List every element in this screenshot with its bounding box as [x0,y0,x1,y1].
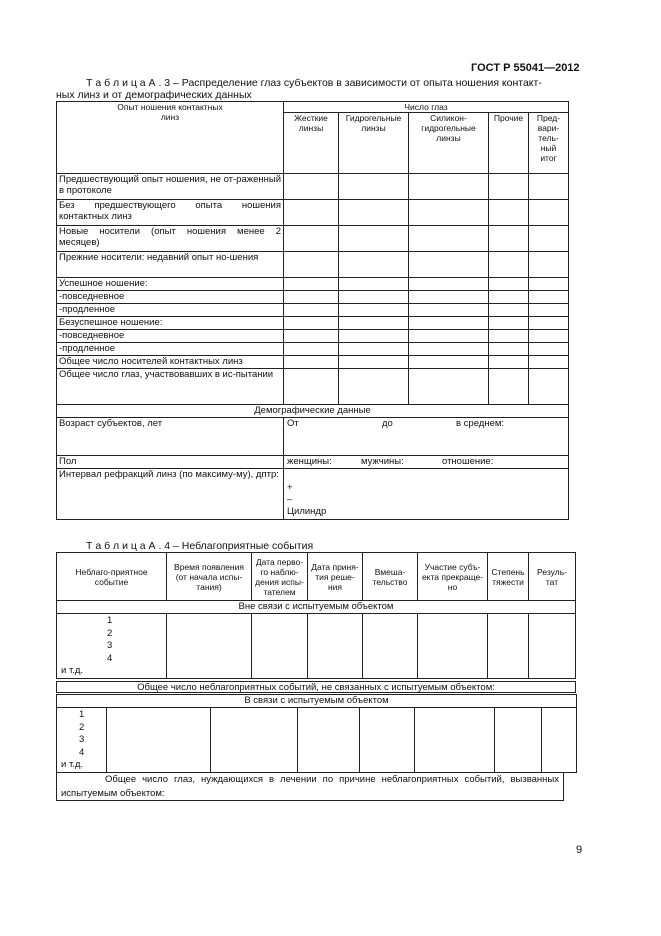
table-row [57,291,569,304]
related-header: В связи с испытуемым объектом [57,695,577,708]
list-item: 1 [79,709,85,720]
col-head-result: Резуль-тат [529,553,576,601]
sex-label: Пол [57,456,284,469]
table-row [57,356,569,369]
sex-men: мужчины: [361,456,404,467]
col-head-severity: Степень тяжести [488,553,529,601]
col-head-participation: Участие субъ-екта прекраще-но [418,553,488,601]
list-item: 4 [107,652,113,664]
table-row [57,369,569,405]
table-row [57,174,569,200]
table-a3 [56,101,569,520]
refraction-cell [284,469,569,520]
refraction-label: Интервал рефракций линз (по максиму-му), дптр: [57,469,284,520]
table4-caption: Т а б л и ц а А . 4 – Неблагоприятные события [86,540,314,552]
age-cell [284,418,569,456]
row-label: Безуспешное ношение: [57,317,284,330]
row-label: Новые носители (опыт ношения менее 2 месяцев) [57,226,284,252]
col-head-hydrogel: Гидрогельные линзы [339,113,409,174]
row-label: Без предшествующего опыта ношения контактных линз [57,200,284,226]
list-item: 4 [79,746,85,758]
unrelated-total: Общее число неблагоприятных событий, не связанных с испытуемым объектом: [56,681,576,693]
row-label: Предшествующий опыт ношения, не от-раженный в протоколе [57,174,284,200]
related-total: Общее число глаз, нуждающихся в лечении по причине неблагоприятных событий, вызванных испытуемым объектом: [56,772,564,801]
table-row [57,304,569,317]
col-head-decision-date: Дата приня-тия реше-ния [308,553,363,601]
col-head-intervention: Вмеша-тельство [363,553,418,601]
row-label: -повседневное [57,330,284,343]
table-row [57,278,569,291]
row-label: -повседневное [57,291,284,304]
row-label: Общее число носителей контактных линз [57,356,284,369]
list-item: и т.д. [61,665,84,676]
demographics-header: Демографические данные [57,405,569,418]
list-item: 2 [107,627,113,639]
unrelated-header: Вне связи с испытуемым объектом [57,601,576,614]
row-label: -продленное [57,343,284,356]
sex-ratio: отношение: [442,456,494,467]
table-row [57,614,576,679]
col-head-other: Прочие [489,113,529,174]
related-event-list [57,708,107,773]
row-label: -продленное [57,304,284,317]
table-a4 [56,552,576,679]
list-item: 1 [107,615,113,626]
table3-caption-line2: ных линз и от демографических данных [56,89,252,101]
sex-women: женщины: [287,456,332,467]
unrelated-event-list [57,614,167,679]
row-label: Успешное ношение: [57,278,284,291]
document-code: ГОСТ Р 55041—2012 [471,62,580,74]
age-from: От [287,418,299,429]
page-number: 9 [576,844,583,856]
row-label: Прежние носители: недавний опыт но-шения [57,252,284,278]
refraction-plus: + [287,482,293,493]
table-row [57,226,569,252]
table-row [57,200,569,226]
sex-cell [284,456,569,469]
table-a4-related [56,694,577,773]
refraction-minus: – [287,494,293,505]
table-row [57,252,569,278]
col-head-experience: Опыт ношения контактных линз [57,102,284,174]
list-item: 3 [79,734,85,745]
table3-caption-line1: Т а б л и ц а А . 3 – Распределение глаз субъектов в зависимости от опыта ношения контакт- [86,77,542,89]
list-item: 2 [79,721,85,733]
col-head-first-observation: Дата перво-го наблю-дения испы-тателем [252,553,308,601]
col-head-eye-count: Число глаз [284,102,569,113]
table-row [57,317,569,330]
col-head-event: Неблаго-приятное событие [57,553,167,601]
table-row [57,708,577,773]
list-item: и т.д. [61,759,84,770]
col-head-time: Время появления (от начала испы-тания) [167,553,252,601]
age-to: до [382,418,393,429]
table-row [57,330,569,343]
list-item: 3 [107,640,113,651]
col-head-silicone: Силикон-гидрогельные линзы [409,113,489,174]
table-row [57,343,569,356]
col-head-rigid: Жесткие линзы [284,113,339,174]
refraction-cylinder: Цилиндр [287,506,327,517]
col-head-prelim-total: Пред-вари-тель-ный итог [529,113,569,174]
age-average: в среднем: [456,418,505,429]
age-label: Возраст субъектов, лет [57,418,284,456]
row-label: Общее число глаз, участвовавших в ис-пытании [57,369,284,405]
